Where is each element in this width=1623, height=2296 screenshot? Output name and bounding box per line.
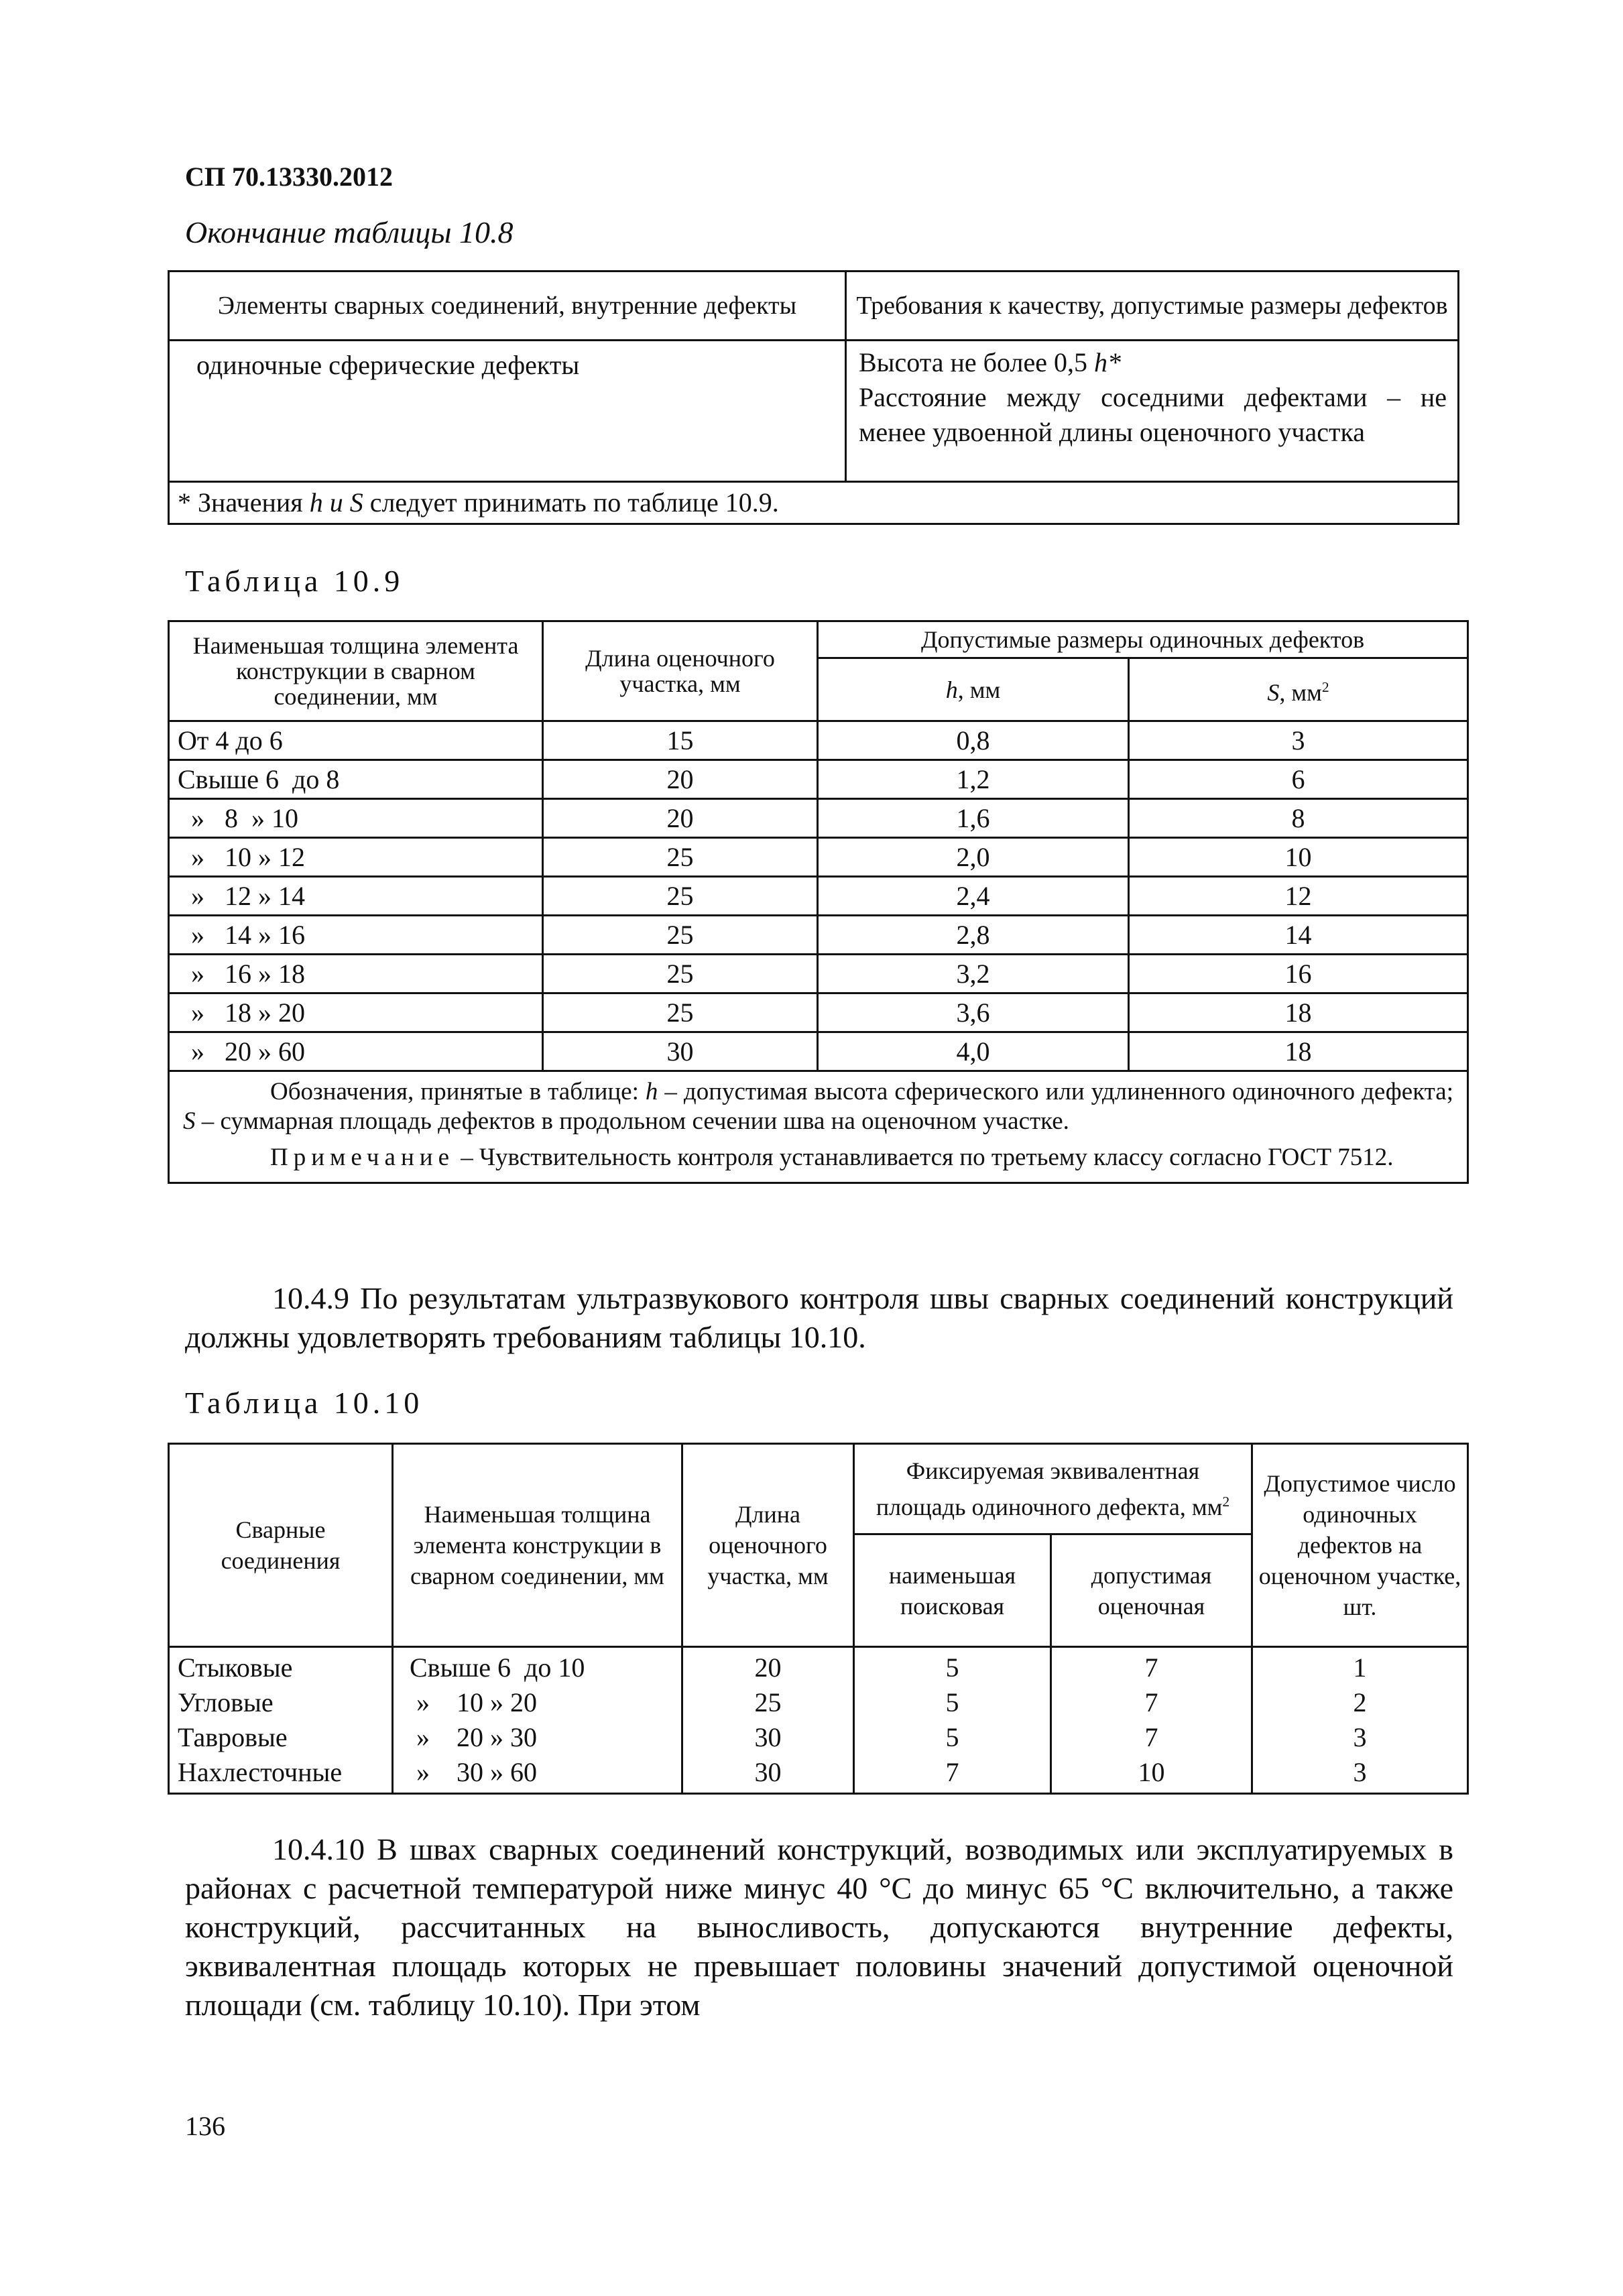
requirement-height	[859, 345, 1447, 380]
page-number: 136	[185, 2111, 225, 2141]
cell-s: 10	[1129, 838, 1468, 877]
cell-min-search: 5	[854, 1647, 1051, 1686]
table-row	[169, 1647, 1468, 1686]
cell-min-search: 5	[854, 1720, 1051, 1755]
cell-s: 18	[1129, 993, 1468, 1032]
column-header-length: Длина оценочного участка, мм	[543, 621, 818, 721]
cell-s: 8	[1129, 799, 1468, 838]
cell-range: » 14 » 16	[169, 916, 543, 955]
unit: , мм	[1279, 678, 1322, 706]
cell-range: » 30 » 60	[393, 1755, 682, 1794]
cell-allowed-eval: 10	[1051, 1755, 1252, 1794]
cell-s: 14	[1129, 916, 1468, 955]
cell-length: 25	[543, 877, 818, 916]
table-row	[169, 1755, 1468, 1794]
cell-count: 3	[1252, 1720, 1468, 1755]
table-notes	[169, 1071, 1468, 1183]
cell-range: » 20 » 30	[393, 1720, 682, 1755]
legend-h-text: – допустимая высота сферического или удлиненного одиночного дефекта;	[658, 1078, 1453, 1105]
cell-h: 1,6	[818, 799, 1129, 838]
cell-h: 0,8	[818, 721, 1129, 760]
superscript: 2	[1321, 678, 1329, 695]
legend	[183, 1077, 1453, 1136]
table-row	[169, 341, 1459, 482]
cell-length: 15	[543, 721, 818, 760]
cell-range: Свыше 6 до 10	[393, 1647, 682, 1686]
cell-length: 25	[682, 1685, 854, 1720]
table-row	[169, 1720, 1468, 1755]
cell-joint: Тавровые	[169, 1720, 393, 1755]
table-row	[169, 838, 1468, 877]
cell-allowed-eval: 7	[1051, 1647, 1252, 1686]
cell-joint: Стыковые	[169, 1647, 393, 1686]
cell-range: » 12 » 14	[169, 877, 543, 916]
table-row	[169, 1685, 1468, 1720]
area-group-text: Фиксируемая эквивалентная площадь одиночного дефекта, мм	[876, 1457, 1223, 1520]
table-10-9	[168, 620, 1469, 1184]
cell-range: » 18 » 20	[169, 993, 543, 1032]
footnote-variables: h и S	[309, 487, 363, 518]
cell-h: 3,2	[818, 955, 1129, 993]
footnote-suffix: следует принимать по таблице 10.9.	[363, 487, 779, 518]
cell-range: » 20 » 60	[169, 1032, 543, 1071]
cell-length: 30	[682, 1720, 854, 1755]
cell-element: одиночные сферические дефекты	[169, 341, 846, 482]
table-row	[169, 955, 1468, 993]
document-code: СП 70.13330.2012	[185, 162, 393, 192]
column-header-min-search: наименьшая поисковая	[854, 1534, 1051, 1647]
cell-requirement	[846, 341, 1459, 482]
table-10-10	[168, 1443, 1469, 1795]
cell-length: 30	[543, 1032, 818, 1071]
cell-h: 2,8	[818, 916, 1129, 955]
note-label: Примечание	[270, 1144, 455, 1171]
cell-length: 25	[543, 955, 818, 993]
column-header-count: Допустимое число одиночных дефектов на оценочном участке, шт.	[1252, 1444, 1468, 1647]
cell-range: » 10 » 20	[393, 1685, 682, 1720]
cell-s: 12	[1129, 877, 1468, 916]
cell-h: 1,2	[818, 760, 1129, 799]
table-row	[169, 760, 1468, 799]
cell-s: 3	[1129, 721, 1468, 760]
cell-count: 1	[1252, 1647, 1468, 1686]
cell-range: От 4 до 6	[169, 721, 543, 760]
cell-count: 2	[1252, 1685, 1468, 1720]
cell-range: » 16 » 18	[169, 955, 543, 993]
column-header-requirements: Требования к качеству, допустимые размеры дефектов	[846, 271, 1459, 341]
cell-length: 20	[682, 1647, 854, 1686]
cell-h: 2,4	[818, 877, 1129, 916]
cell-h: 4,0	[818, 1032, 1129, 1071]
column-header-area-group	[854, 1444, 1252, 1534]
table-10-10-title: Таблица 10.10	[185, 1386, 424, 1420]
cell-length: 30	[682, 1755, 854, 1794]
table-footnote	[169, 482, 1459, 524]
column-header-length: Длина оценочного участка, мм	[682, 1444, 854, 1647]
cell-joint: Угловые	[169, 1685, 393, 1720]
column-header-s	[1129, 658, 1468, 721]
cell-length: 25	[543, 993, 818, 1032]
cell-count: 3	[1252, 1755, 1468, 1794]
cell-s: 18	[1129, 1032, 1468, 1071]
table-10-8	[168, 270, 1459, 525]
cell-range: » 10 » 12	[169, 838, 543, 877]
table-header-row	[169, 1444, 1468, 1534]
cell-s: 16	[1129, 955, 1468, 993]
cell-allowed-eval: 7	[1051, 1720, 1252, 1755]
paragraph-10-4-10: 10.4.10 В швах сварных соединений конструкций, возводимых или эксплуатируемых в районах с расчетной температурой ниже минус 40 °С до минус 65 °С включительно, а также конструкций, рассчитанных на выносливость, допускаются внутренние дефекты, эквивалентная площадь которых не превышает половины значений допустимой оценочной площади (см. таблицу 10.10). При этом	[185, 1832, 1453, 2022]
column-header-thickness: Наименьшая толщина элемента конструкции в сварном соединении, мм	[169, 621, 543, 721]
column-header-thickness: Наименьшая толщина элемента конструкции в сварном соединении, мм	[393, 1444, 682, 1647]
legend-s-text: – суммарная площадь дефектов в продольном сечении шва на оценочном участке.	[195, 1107, 1069, 1135]
paragraph-10-4-9: 10.4.9 По результатам ультразвукового контроля швы сварных соединений конструкций должны удовлетворять требованиям таблицы 10.10.	[185, 1281, 1453, 1354]
variable-s: S	[183, 1107, 196, 1135]
cell-min-search: 5	[854, 1685, 1051, 1720]
cell-joint: Нахлесточные	[169, 1755, 393, 1794]
column-header-h	[818, 658, 1129, 721]
requirement-height-text: Высота не более 0,5	[859, 347, 1094, 377]
notes-row	[169, 1071, 1468, 1183]
column-header-group: Допустимые размеры одиночных дефектов	[818, 621, 1468, 658]
note-text: – Чувствительность контроля устанавливается по третьему классу согласно ГОСТ 7512.	[455, 1144, 1394, 1171]
table-row	[169, 721, 1468, 760]
table-continuation-title: Окончание таблицы 10.8	[185, 215, 514, 249]
cell-h: 3,6	[818, 993, 1129, 1032]
footnote-row	[169, 482, 1459, 524]
column-header-elements: Элементы сварных соединений, внутренние дефекты	[169, 271, 846, 341]
variable-s: S	[1267, 678, 1280, 706]
variable-h: h	[645, 1078, 658, 1105]
cell-length: 20	[543, 799, 818, 838]
cell-range: » 8 » 10	[169, 799, 543, 838]
note	[183, 1143, 1453, 1172]
table-row	[169, 993, 1468, 1032]
footnote-prefix: * Значения	[178, 487, 310, 518]
table-row	[169, 877, 1468, 916]
cell-length: 25	[543, 916, 818, 955]
table-10-9-title: Таблица 10.9	[185, 564, 404, 598]
table-row	[169, 799, 1468, 838]
requirement-distance: Расстояние между соседними дефектами – не менее удвоенной длины оценочного участка	[859, 382, 1447, 447]
superscript: 2	[1222, 1494, 1230, 1510]
cell-allowed-eval: 7	[1051, 1685, 1252, 1720]
table-header-row	[169, 621, 1468, 658]
cell-length: 20	[543, 760, 818, 799]
legend-prefix: Обозначения, принятые в таблице:	[270, 1078, 646, 1105]
column-header-joint: Сварные соединения	[169, 1444, 393, 1647]
table-row	[169, 916, 1468, 955]
column-header-allowed-eval: допустимая оценочная	[1051, 1534, 1252, 1647]
table-header-row	[169, 271, 1459, 341]
variable-h: h	[945, 676, 958, 703]
variable-h: h*	[1093, 347, 1121, 377]
cell-length: 25	[543, 838, 818, 877]
cell-s: 6	[1129, 760, 1468, 799]
cell-min-search: 7	[854, 1755, 1051, 1794]
table-row	[169, 1032, 1468, 1071]
cell-range: Свыше 6 до 8	[169, 760, 543, 799]
cell-h: 2,0	[818, 838, 1129, 877]
unit: , мм	[957, 676, 1001, 703]
